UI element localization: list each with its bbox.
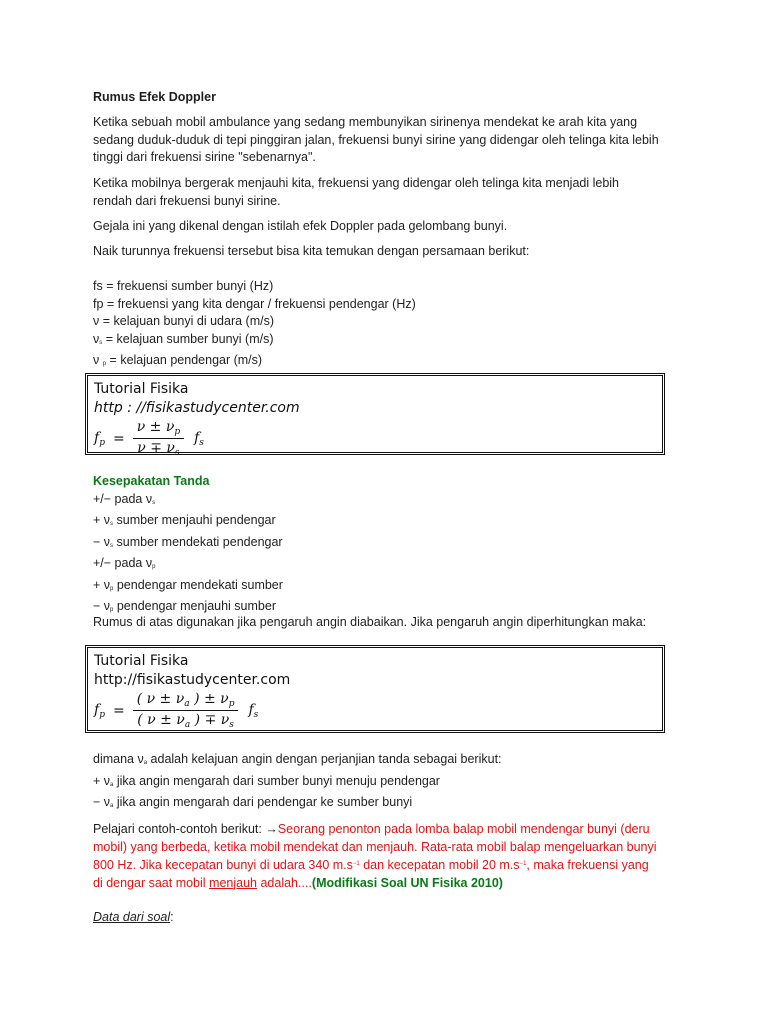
subscript: s: [99, 339, 103, 346]
doppler-formula: [94, 419, 656, 458]
text-line: Gejala ini yang dikenal dengan istilah efek Doppler pada gelombang bunyi.: [93, 219, 508, 233]
sign-conventions: [93, 473, 683, 620]
formula-rhs: $f_s$: [194, 429, 204, 448]
wind-line: + νa jika angin mengarah dari sumber bunyi menuju pendengar: [93, 773, 440, 788]
example-problem: [93, 821, 683, 892]
paragraph-moving-away: [93, 175, 683, 210]
paragraph-wind-intro: [93, 614, 683, 632]
def-fp: fp = frekuensi yang kita dengar / frekuensi pendengar (Hz): [93, 296, 416, 311]
fraction-numerator: $\nu \pm \nu_p$: [133, 419, 184, 439]
example-line: di dengar saat mobil menjauh adalah....(Modifikasi Soal UN Fisika 2010): [93, 875, 503, 890]
def-vs-text: = kelajuan sumber bunyi (m/s): [102, 331, 274, 346]
question-source: (Modifikasi Soal UN Fisika 2010): [311, 875, 503, 890]
text-line: Ketika mobilnya bergerak menjauhi kita, frekuensi yang didengar oleh telinga kita menjadi lebih: [93, 176, 620, 190]
box-url: http : //fisikastudycenter.com: [94, 400, 300, 416]
formula-equals: =: [112, 702, 125, 719]
text-line: tinggi dari frekuensi sirine "sebenarnya".: [93, 150, 316, 164]
def-v-text: = kelajuan bunyi di udara (m/s): [99, 314, 274, 328]
nu-symbol: ν: [93, 314, 100, 328]
fraction-denominator: $\nu \mp \nu_s$: [137, 440, 180, 458]
fraction-numerator: ( $\nu \pm \nu_a$ ) ± $\nu_p$: [133, 691, 239, 711]
formula-equals: =: [112, 430, 125, 447]
wind-line: − νa jika angin mengarah dari pendengar ke sumber bunyi: [93, 795, 413, 809]
example-lead: Pelajari contoh-contoh berikut: →: [93, 822, 278, 836]
sign-line: +/− pada νp: [93, 556, 156, 570]
subscript: p: [102, 361, 107, 367]
def-fs: fs = frekuensi sumber bunyi (Hz): [93, 279, 274, 293]
sign-line: + νs sumber menjauhi pendengar: [93, 513, 276, 527]
sign-heading: Kesepakatan Tanda: [93, 474, 210, 488]
formula-fraction: [133, 419, 184, 458]
paragraph-doppler: [93, 218, 683, 236]
paragraph-equation-intro: [93, 243, 683, 261]
nu-symbol: ν: [93, 353, 100, 367]
menjauh-underlined: menjauh: [209, 875, 257, 890]
sign-line: +/− pada νs: [93, 491, 156, 506]
data-heading-line: Data dari soal:: [93, 910, 174, 924]
text-line: Naik turunnya frekuensi tersebut bisa kita temukan dengan persamaan berikut:: [93, 244, 530, 258]
example-line: mobil) yang berbeda, ketika mobil mendekat dan menjauh. Rata-rata mobil balap mengeluarkan bunyi: [93, 839, 657, 854]
formula-lhs: $f_p$: [94, 429, 105, 448]
sign-line: − νs sumber mendekati pendengar: [93, 534, 283, 549]
sign-line: + νp pendengar mendekati sumber: [93, 577, 283, 592]
data-heading: Data dari soal: [93, 910, 171, 924]
def-v: [93, 313, 683, 331]
formula-rhs: $f_s$: [248, 701, 259, 720]
fraction-denominator: ( $\nu \pm \nu_a$ ) ∓ $\nu_s$: [137, 712, 234, 730]
text-line: sedang duduk-duduk di tepi pinggiran jalan, frekuensi bunyi sirine yang didengar oleh telinga kita lebih: [93, 132, 659, 147]
def-vp-text: = kelajuan pendengar (m/s): [106, 353, 263, 367]
formula-fraction: [133, 691, 239, 730]
formula-box-basic: [85, 373, 665, 458]
wind-conventions: [93, 751, 683, 816]
definitions-list: [93, 278, 683, 374]
text-line: Rumus di atas digunakan jika pengaruh angin diabaikan. Jika pengaruh angin diperhitungkan maka:: [93, 615, 647, 629]
def-vs: [93, 331, 683, 353]
doppler-wind-formula: [94, 691, 656, 730]
example-line: Pelajari contoh-contoh berikut: →Seorang penonton pada lomba balap mobil mendengar bunyi (deru: [93, 822, 650, 836]
box-url: http://fisikastudycenter.com: [94, 672, 291, 688]
formula-lhs: $f_p$: [94, 701, 105, 720]
paragraph-intro: [93, 114, 683, 167]
box-title: Tutorial Fisika: [94, 653, 189, 669]
page-title: Rumus Efek Doppler: [93, 90, 216, 104]
nu-symbol: ν: [93, 331, 100, 346]
def-vp: [93, 352, 683, 374]
formula-box-wind: [85, 645, 665, 733]
example-line: 800 Hz. Jika kecepatan bunyi di udara 340 $m.s^{-1}$ dan kecepatan mobil 20 $m.s^{-1}$, maka frekuensi yang: [93, 858, 649, 872]
text-line: Ketika sebuah mobil ambulance yang sedang membunyikan sirinenya mendekat ke arah kita yang: [93, 115, 638, 129]
text-line: rendah dari frekuensi bunyi sirine.: [93, 193, 281, 208]
sign-line: − νp pendengar menjauhi sumber: [93, 599, 276, 613]
wind-line: dimana νa adalah kelajuan angin dengan perjanjian tanda sebagai berikut:: [93, 752, 502, 766]
box-title: Tutorial Fisika: [94, 381, 189, 397]
